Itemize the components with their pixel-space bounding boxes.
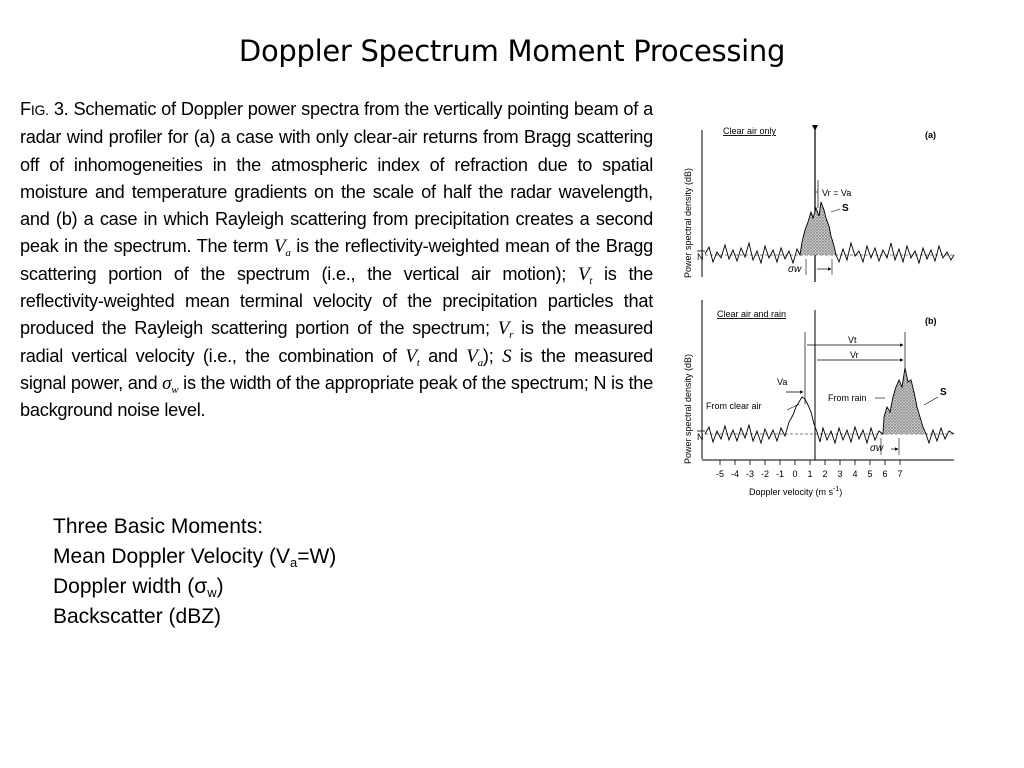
panel-b-rain-label: From rain (828, 393, 867, 403)
x-tick-label: 6 (882, 469, 888, 479)
moments-heading: Three Basic Moments: (53, 515, 264, 538)
panel-b-ylabel: Power spectral density (dB) (683, 353, 693, 464)
x-tick-label: -4 (730, 469, 740, 479)
panel-b-vt-label: Vt (848, 335, 857, 345)
symbol-vt: $V_t$ (577, 263, 593, 287)
x-tick-label: -2 (760, 469, 770, 479)
panel-a-signal-leader (831, 209, 840, 212)
panel-b-label: (b) (925, 316, 937, 326)
x-tick-label: -1 (775, 469, 785, 479)
caption-part-1: Schematic of Doppler power spectra from the vertically pointing beam of a radar wind profiler for (a) a case with only clear-air returns from Bragg scattering off of inhomogeneities in the atmospheric index of refraction due to spatial moisture and temperature gradients on the scale of half the radar wavelength, and (b) a case in which Rayleigh scattering from precipitation creates a second peak in the spectrum. The term (20, 99, 653, 257)
panel-a-noise-label: N (697, 252, 704, 262)
x-tick-label: 2 (822, 469, 828, 479)
symbol-sigma-w: $\sigma_w$ (162, 372, 179, 396)
symbol-va-2: $V_a$ (466, 345, 483, 369)
panel-b-rain-fill (883, 368, 926, 434)
slide-title: Doppler Spectrum Moment Processing (238, 34, 786, 68)
panel-b-noise-label: N (697, 432, 704, 442)
panel-a-label: (a) (925, 130, 936, 140)
x-tick-label: 4 (852, 469, 858, 479)
panel-b-signal-label: S (940, 387, 947, 398)
x-tick-label: 1 (807, 469, 813, 479)
moment-mean-velocity: Mean Doppler Velocity $(V_a=W)$ (53, 545, 337, 570)
panel-a-signal-label: S (842, 203, 849, 214)
x-tick-label: 3 (837, 469, 843, 479)
caption-part-6: is the measured signal power, and (20, 345, 653, 393)
x-tick-label: 7 (897, 469, 903, 479)
panel-a (683, 126, 954, 282)
x-tick-label: 0 (792, 469, 798, 479)
caption-part-4: is the measured radial vertical velocity (i.e., the combination of (20, 318, 653, 366)
panel-a-width-label: σw (788, 264, 802, 275)
caption-part-3: is the reflectivity-weighted mean terminal velocity of the precipitation particles that produced the Rayleigh scattering portion of the spectrum; (20, 263, 653, 339)
caption-part-2: is the reflectivity-weighted mean of the Bragg scattering portion of the spectrum (i.e., the vertical air motion); (20, 236, 653, 284)
panel-b-va-label: Va (777, 377, 788, 387)
panel-b-signal-leader (924, 397, 938, 405)
x-tick-label: -5 (715, 469, 725, 479)
x-axis-ticks (716, 460, 903, 479)
symbol-vr: $V_r$ (497, 318, 514, 342)
caption-part-7: is the width of the appropriate peak of the spectrum; N is the background noise level. (20, 372, 653, 421)
panel-b-clear-air-label: From clear air (706, 401, 762, 411)
moments-list (53, 512, 336, 632)
x-axis (702, 460, 954, 497)
fig-number: 3. (53, 99, 69, 119)
panel-a-ylabel: Power spectral density (dB) (683, 167, 693, 278)
x-tick-label: -3 (745, 469, 755, 479)
panel-b-vr-label: Vr (850, 350, 859, 360)
fig-label: FIG. (20, 99, 49, 119)
doppler-spectra-figure (672, 112, 972, 507)
x-tick-label: 5 (867, 469, 873, 479)
doppler-spectra-svg (672, 112, 972, 507)
moment-backscatter: Backscatter (dBZ) (53, 605, 222, 628)
panel-b-width-label: σw (870, 443, 884, 454)
moment-doppler-width: Doppler width $(\sigma_w)$ (53, 575, 224, 600)
symbol-va: $V_a$ (273, 236, 291, 260)
panel-a-title: Clear air only (723, 126, 777, 136)
symbol-s: S (502, 345, 512, 367)
panel-a-vr-label: Vr = Va (822, 188, 852, 198)
symbol-vt-2: $V_t$ (405, 345, 420, 369)
panel-b (683, 300, 954, 464)
caption-and: and (428, 345, 458, 366)
panel-b-title: Clear air and rain (717, 309, 787, 319)
x-axis-label: Doppler velocity (m $s^{-1}$) (749, 486, 843, 497)
figure-caption (20, 96, 653, 425)
caption-part-5: ); (482, 345, 494, 366)
